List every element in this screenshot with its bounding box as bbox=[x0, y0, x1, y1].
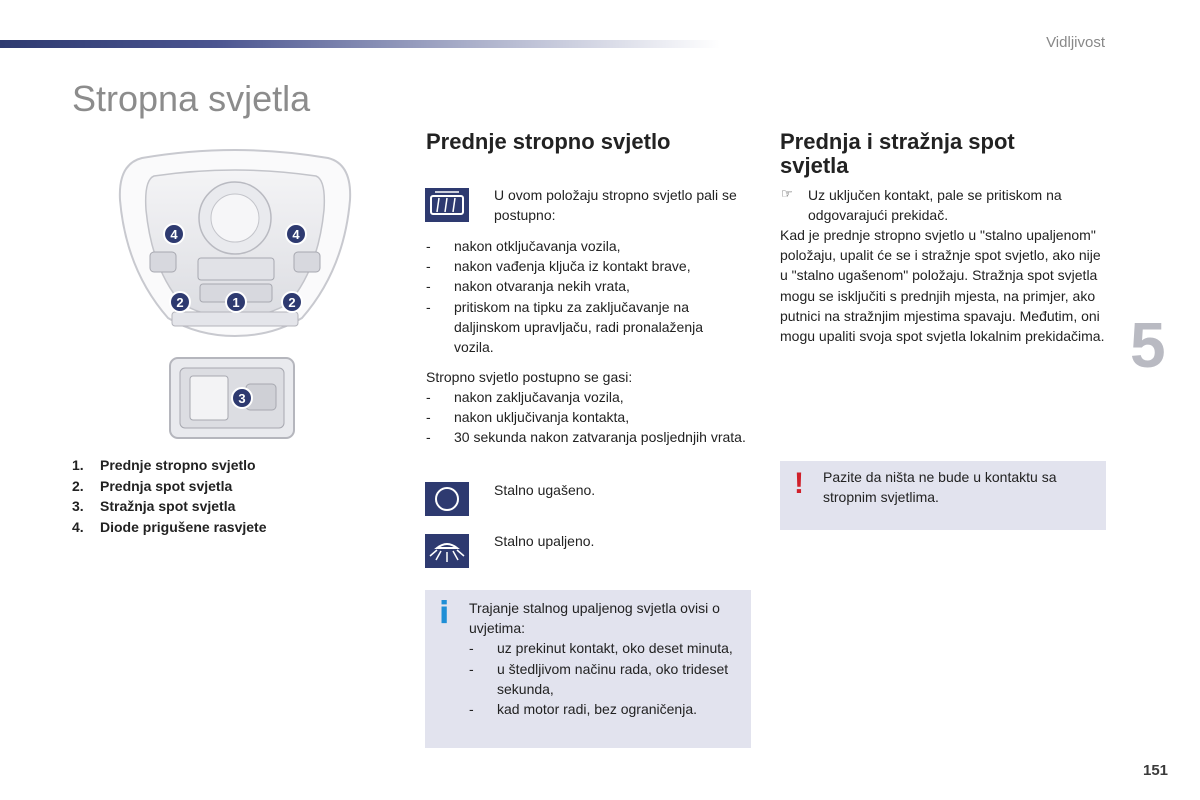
callout-3 bbox=[232, 388, 252, 408]
info-box bbox=[425, 590, 751, 748]
light-on-icon bbox=[425, 534, 469, 568]
header-gradient-bar bbox=[0, 40, 720, 48]
svg-text:2: 2 bbox=[288, 295, 296, 310]
spot-instruction-text: Uz uključen kontakt, pale se pritiskom na odgovarajući prekidač. bbox=[808, 187, 1062, 224]
callout-4-right bbox=[286, 224, 306, 244]
spot-lights-heading: Prednja i stražnja spot svjetla bbox=[780, 129, 1015, 178]
legend-item: 1. Prednje stropno svjetlo bbox=[72, 457, 256, 473]
spot-paragraph: Kad je prednje stropno svjetlo u "stalno upaljenom" položaju, upalit će se i stražnje spot svjetlo, ako nije u "stalno ugašenom" položaju. Stražnja spot svjetla mogu se isključiti s prednjih mjesta, na primjer, ako putnici na stražnjim mjestima spavaju. Međutim, oni mogu upaliti svoja spot svjetla lokalnim prekidačima. bbox=[780, 227, 1105, 345]
svg-text:3: 3 bbox=[238, 391, 246, 406]
list-item: - uz prekinut kontakt, oko deset minuta, bbox=[469, 638, 749, 658]
on-conditions-list bbox=[426, 236, 746, 357]
legend-item: 4. Diode prigušene rasvjete bbox=[72, 518, 267, 535]
light-off-icon bbox=[425, 482, 469, 516]
front-light-heading: Prednje stropno svjetlo bbox=[426, 129, 671, 154]
door-mode-text: U ovom položaju stropno svjetlo pali se postupno: bbox=[494, 187, 737, 224]
rear-spot-light-illustration bbox=[168, 356, 296, 440]
always-off-text: Stalno ugašeno. bbox=[494, 482, 596, 498]
list-item: - u štedljivom načinu rada, oko trideset sekunda, bbox=[469, 659, 749, 699]
list-item: - pritiskom na tipku za zaključavanje na daljinskom upravljaču, radi pronalaženja vozila. bbox=[426, 297, 746, 358]
warning-box bbox=[780, 461, 1106, 530]
list-item: - nakon zaključavanja vozila, bbox=[426, 387, 746, 407]
legend-item: 2. Prednja spot svjetla bbox=[72, 477, 233, 494]
door-courtesy-light-icon bbox=[425, 188, 469, 222]
warning-text: Pazite da ništa ne bude u kontaktu sa stropnim svjetlima. bbox=[823, 469, 1057, 506]
list-item: - nakon vađenja ključa iz kontakt brave, bbox=[426, 256, 746, 276]
svg-text:4: 4 bbox=[292, 227, 300, 242]
list-item: - nakon otvaranja nekih vrata, bbox=[426, 276, 746, 296]
list-item: - nakon uključivanja kontakta, bbox=[426, 407, 746, 427]
section-label: Vidljivost bbox=[1046, 34, 1105, 51]
legend-list bbox=[72, 455, 267, 537]
pointer-icon: ☞ bbox=[781, 186, 793, 201]
callout-4-left bbox=[164, 224, 184, 244]
list-item: - kad motor radi, bez ograničenja. bbox=[469, 699, 749, 719]
always-on-text: Stalno upaljeno. bbox=[494, 533, 595, 549]
info-list bbox=[469, 638, 749, 719]
page-number: 151 bbox=[1143, 762, 1169, 779]
callout-2-right bbox=[282, 292, 302, 312]
info-icon: i bbox=[439, 596, 450, 631]
info-intro: Trajanje stalnog upaljenog svjetla ovisi o uvjetima: bbox=[469, 600, 720, 637]
chapter-number: 5 bbox=[1130, 309, 1166, 381]
off-conditions-list bbox=[426, 387, 746, 448]
svg-text:4: 4 bbox=[170, 227, 178, 242]
list-item: - nakon otključavanja vozila, bbox=[426, 236, 746, 256]
warning-icon: ! bbox=[794, 467, 804, 500]
legend-item: 3. Stražnja spot svjetla bbox=[72, 498, 236, 514]
callout-1 bbox=[226, 292, 246, 312]
callout-2-left bbox=[170, 292, 190, 312]
off-intro-text: Stropno svjetlo postupno se gasi: bbox=[426, 369, 633, 385]
page-title: Stropna svjetla bbox=[72, 78, 311, 119]
list-item: - 30 sekunda nakon zatvaranja posljednjih vrata. bbox=[426, 427, 746, 447]
overhead-console-illustration bbox=[112, 140, 358, 345]
svg-text:1: 1 bbox=[232, 295, 240, 310]
svg-text:2: 2 bbox=[176, 295, 184, 310]
